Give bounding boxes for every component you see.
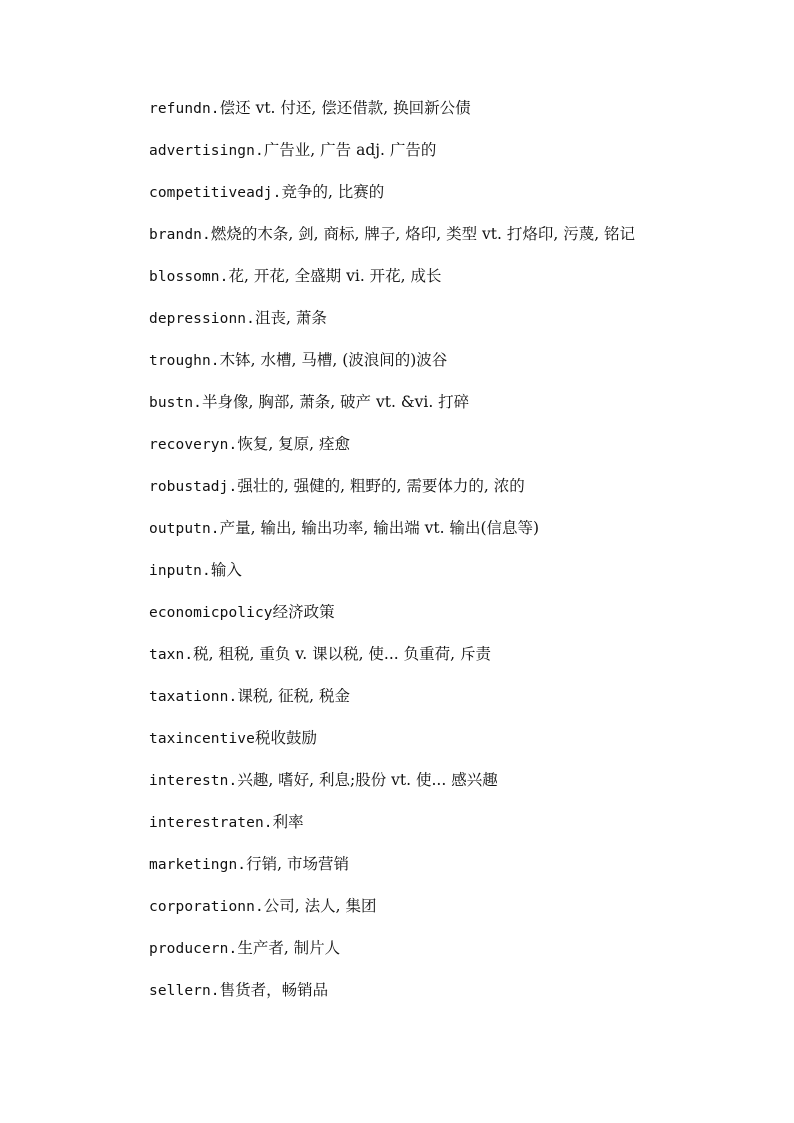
entry-gloss: 竞争的, 比赛的 bbox=[281, 183, 385, 201]
entry-gloss: 燃烧的木条, 剑, 商标, 牌子, 烙印, 类型 vt. 打烙印, 污蔑, 铭记 bbox=[210, 225, 636, 243]
entry-gloss: 花, 开花, 全盛期 vi. 开花, 成长 bbox=[228, 267, 442, 285]
vocabulary-entry bbox=[119, 809, 679, 836]
vocabulary-entry bbox=[119, 221, 679, 248]
entry-term: taxationn. bbox=[149, 689, 238, 705]
entry-term: competitiveadj. bbox=[149, 185, 282, 201]
entry-gloss: 利率 bbox=[272, 813, 304, 831]
entry-term: refundn. bbox=[149, 101, 220, 117]
entry-term: economicpolicy bbox=[149, 605, 273, 621]
vocabulary-entry bbox=[119, 473, 679, 500]
vocabulary-entry bbox=[119, 137, 679, 164]
vocabulary-entry bbox=[119, 851, 679, 878]
vocabulary-entry bbox=[119, 263, 679, 290]
entry-term: outputn. bbox=[149, 521, 220, 537]
entry-term: robustadj. bbox=[149, 479, 238, 495]
entry-gloss: 输入 bbox=[210, 561, 242, 579]
vocabulary-entry bbox=[119, 935, 679, 962]
vocabulary-entry bbox=[119, 389, 679, 416]
entry-gloss: 经济政策 bbox=[272, 603, 335, 621]
entry-gloss: 产量, 输出, 输出功率, 输出端 vt. 输出(信息等) bbox=[219, 519, 540, 537]
vocabulary-entry bbox=[119, 599, 679, 626]
entry-gloss: 广告业, 广告 adj. 广告的 bbox=[263, 141, 437, 159]
entry-term: blossomn. bbox=[149, 269, 229, 285]
entry-gloss: 恢复, 复原, 痊愈 bbox=[237, 435, 351, 453]
entry-term: inputn. bbox=[149, 563, 211, 579]
entry-term: interestn. bbox=[149, 773, 238, 789]
vocabulary-entry bbox=[119, 305, 679, 332]
entry-term: advertisingn. bbox=[149, 143, 264, 159]
entry-gloss: 兴趣, 嗜好, 利息;股份 vt. 使... 感兴趣 bbox=[237, 771, 498, 789]
entry-gloss: 税, 租税, 重负 v. 课以税, 使... 负重荷, 斥责 bbox=[193, 645, 491, 663]
entry-gloss: 售货者，畅销品 bbox=[219, 981, 329, 999]
vocabulary-entry bbox=[119, 893, 679, 920]
entry-term: taxn. bbox=[149, 647, 194, 663]
entry-term: bustn. bbox=[149, 395, 202, 411]
vocabulary-entry bbox=[119, 767, 679, 794]
vocabulary-entry bbox=[119, 515, 679, 542]
vocabulary-entry bbox=[119, 977, 679, 1004]
entry-term: brandn. bbox=[149, 227, 211, 243]
vocabulary-entry bbox=[119, 179, 679, 206]
entry-gloss: 行销, 市场营销 bbox=[246, 855, 349, 873]
entry-term: depressionn. bbox=[149, 311, 255, 327]
vocabulary-entry bbox=[119, 557, 679, 584]
entry-gloss: 税收鼓励 bbox=[254, 729, 317, 747]
vocabulary-entry bbox=[119, 683, 679, 710]
vocabulary-entry bbox=[119, 431, 679, 458]
vocabulary-entry bbox=[119, 347, 679, 374]
vocabulary-entry bbox=[119, 95, 679, 122]
entry-term: recoveryn. bbox=[149, 437, 238, 453]
entry-term: sellern. bbox=[149, 983, 220, 999]
vocabulary-list bbox=[119, 95, 679, 1004]
vocabulary-entry bbox=[119, 725, 679, 752]
entry-term: interestraten. bbox=[149, 815, 273, 831]
entry-term: marketingn. bbox=[149, 857, 247, 873]
entry-gloss: 课税, 征税, 税金 bbox=[237, 687, 351, 705]
entry-gloss: 公司, 法人, 集团 bbox=[263, 897, 377, 915]
vocabulary-entry bbox=[119, 641, 679, 668]
entry-gloss: 沮丧, 萧条 bbox=[254, 309, 327, 327]
entry-gloss: 半身像, 胸部, 萧条, 破产 vt. &vi. 打碎 bbox=[201, 393, 470, 411]
entry-gloss: 强壮的, 强健的, 粗野的, 需要体力的, 浓的 bbox=[237, 477, 525, 495]
entry-term: producern. bbox=[149, 941, 238, 957]
entry-term: troughn. bbox=[149, 353, 220, 369]
entry-gloss: 木钵, 水槽, 马槽, (波浪间的)波谷 bbox=[219, 351, 448, 369]
entry-term: corporationn. bbox=[149, 899, 264, 915]
entry-gloss: 偿还 vt. 付还, 偿还借款, 换回新公债 bbox=[219, 99, 471, 117]
entry-gloss: 生产者, 制片人 bbox=[237, 939, 341, 957]
entry-term: taxincentive bbox=[149, 731, 255, 747]
